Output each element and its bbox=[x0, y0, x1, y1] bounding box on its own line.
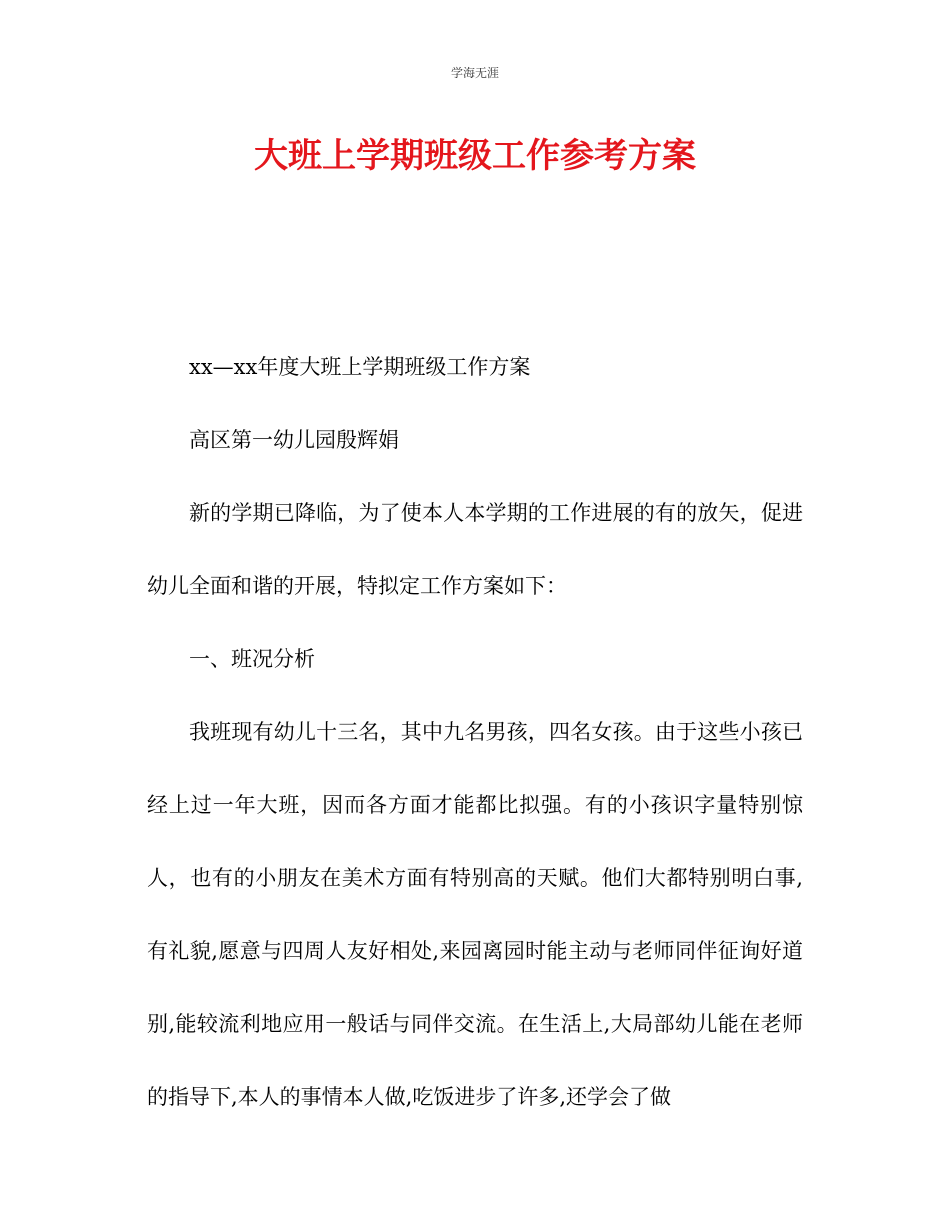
document-title: 大班上学期班级工作参考方案 bbox=[254, 136, 696, 176]
running-header: 学海无涯 bbox=[450, 66, 499, 80]
section-heading: 一、班况分析 bbox=[189, 647, 315, 671]
intro-paragraph: 新的学期已降临，为了使本人本学期的工作进展的有的放矢，促进幼儿全面和谐的开展，特拟定工作方案如下： bbox=[147, 501, 803, 598]
class-analysis-paragraph: 我班现有幼儿十三名，其中九名男孩，四名女孩。由于这些小孩已经上过一年大班，因而各方面才能都比拟强。有的小孩识字量特别惊人，也有的小朋友在美术方面有特别高的天赋。他们大都特别明白事,有礼貌,愿意与四周人友好相处,来园离园时能主动与老师同伴征询好道别,能较流利地应用一般话与同伴交流。在生活上,大局部幼儿能在老师的指导下,本人的事情本人做,吃饭进步了许多,还学会了做 bbox=[147, 720, 803, 1109]
subtitle-line: xx—xx年度大班上学期班级工作方案 bbox=[189, 355, 531, 379]
document-body bbox=[147, 331, 803, 1134]
author-line: 高区第一幼儿园殷辉娟 bbox=[189, 428, 399, 452]
